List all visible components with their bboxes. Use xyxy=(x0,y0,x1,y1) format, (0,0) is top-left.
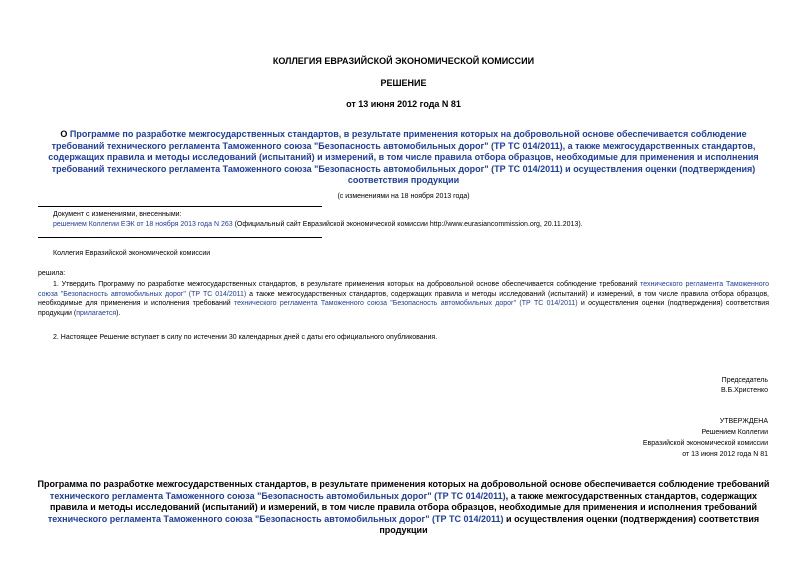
program-title xyxy=(30,479,777,537)
doc-type-heading: РЕШЕНИЕ xyxy=(380,78,427,88)
p1-text-c: и осуществления оценки (подтверждения) соответствия продукции ( xyxy=(38,300,769,317)
body-decided: решила: xyxy=(38,270,66,277)
changes-source: (Официальный сайт Евразийской экономической комиссии http://www.eurasiancommission.org, 20.11.2013). xyxy=(232,221,583,228)
signatory-role: Председатель xyxy=(721,377,768,384)
paragraph-2: 2. Настоящее Решение вступает в силу по истечении 30 календарных дней с даты его официального опубликования. xyxy=(53,334,438,341)
changes-link[interactable]: решением Коллегии ЕЭК от 18 ноября 2013 года N 263 xyxy=(53,221,233,228)
divider-bottom xyxy=(38,237,322,238)
p1-attachment-link[interactable]: прилагается xyxy=(76,309,117,317)
program-regulation-link-1[interactable]: технического регламента Таможенного союза "Безопасность автомобильных дорог" (ТР ТС 014/2011) xyxy=(49,490,506,501)
approved-line-3: Евразийской экономической комиссии xyxy=(642,440,768,447)
p1-regulation-link-1[interactable]: технического регламента Таможенного союза "Безопасность автомобильных дорог" (ТР ТС 014/2011) xyxy=(38,281,769,298)
approved-line-4: от 13 июня 2012 года N 81 xyxy=(682,451,768,458)
paragraph-1 xyxy=(38,280,769,318)
changes-label: Документ с изменениями, внесенными: xyxy=(53,211,182,218)
approved-line-2: Решением Коллегии xyxy=(701,429,768,436)
changes-line xyxy=(53,220,793,229)
amendment-note: (с изменениями на 18 ноября 2013 года) xyxy=(337,193,470,200)
program-text-2: , а также межгосударственных стандартов, содержащих правила и методы исследований (испытаний) и измерений, в том числе правила отбора образцов, необходимые для применения и исполнения требований xyxy=(49,490,758,512)
decision-date: от 13 июня 2012 года N 81 xyxy=(346,99,461,109)
divider-top xyxy=(38,206,322,207)
decision-title xyxy=(38,129,769,187)
p1-text-b: а также межгосударственных стандартов, содержащих правила и методы исследований (испытаний) и измерений, в том числе правила отбора образцов, необходимые для применения и исполнения требований xyxy=(38,290,769,307)
p1-text-d: ). xyxy=(116,309,121,317)
program-text-3: и осуществления оценки (подтверждения) соответствия продукции xyxy=(379,513,760,535)
signatory-name: В.Б.Христенко xyxy=(720,387,768,394)
title-prefix: О xyxy=(60,129,70,139)
title-link[interactable]: Программе по разработке межгосударственных стандартов, в результате применения которых на добровольной основе обеспечивается соблюдение требований технического регламента Таможенного союза "Безопасность автомобильных дорог" (ТР ТС 014/2011), а также межгосударственных стандартов, содержащих правила и методы исследований (испытаний) и измерений, в том числе правила отбора образцов, необходимые для применения и исполнения требований технического регламента Таможенного союза "Безопасность автомобильных дорог" (ТР ТС 014/2011) и осуществления оценки (подтверждения) соответствия продукции xyxy=(48,129,759,185)
body-intro: Коллегия Евразийской экономической комиссии xyxy=(53,250,211,257)
approved-line-1: УТВЕРЖДЕНА xyxy=(719,418,768,425)
program-text-1: Программа по разработке межгосударственных стандартов, в результате применения которых на добровольной основе обеспечивается соблюдение требований xyxy=(37,479,770,489)
org-heading: КОЛЛЕГИЯ ЕВРАЗИЙСКОЙ ЭКОНОМИЧЕСКОЙ КОМИССИИ xyxy=(272,56,535,66)
p1-text-a: 1. Утвердить Программу по разработке межгосударственных стандартов, в результате применения которых на добровольной основе обеспечивается соблюдение требований xyxy=(53,281,641,288)
program-regulation-link-2[interactable]: технического регламента Таможенного союза "Безопасность автомобильных дорог" (ТР ТС 014/2011) xyxy=(47,513,504,524)
p1-regulation-link-2[interactable]: технического регламента Таможенного союза "Безопасность автомобильных дорог" (ТР ТС 014/2011) xyxy=(234,300,578,307)
